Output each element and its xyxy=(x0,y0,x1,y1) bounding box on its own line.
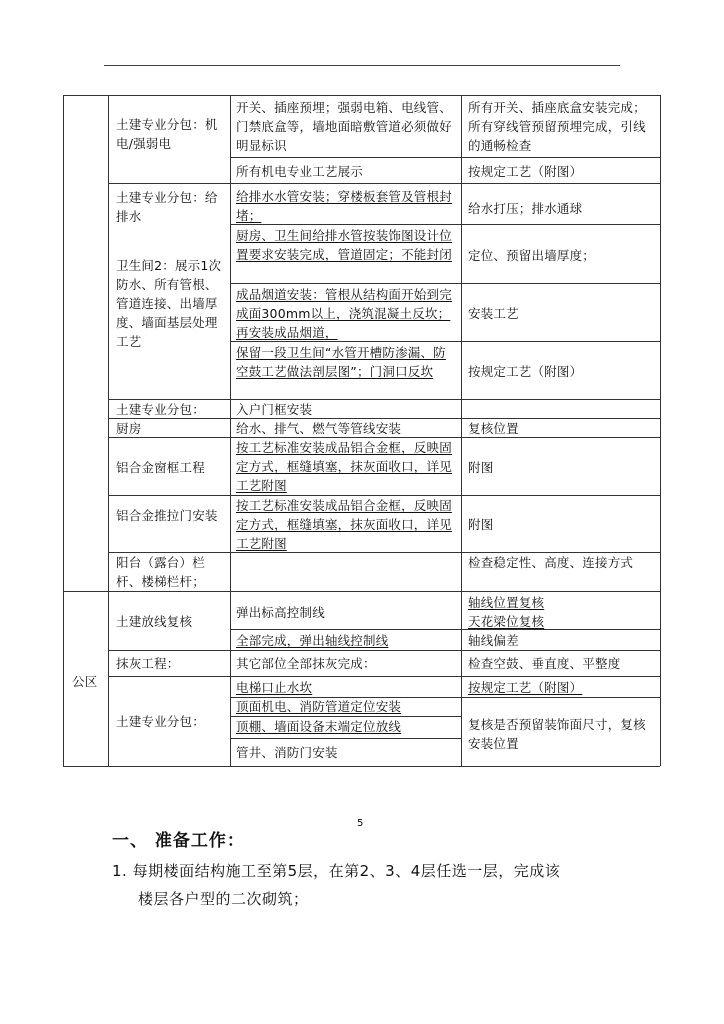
work-cell: 管井、消防门安装 xyxy=(236,745,338,760)
item-cell: 卫生间2：展示1次防水、所有管根、管道连接、出墙厚度、墙面基层处理工艺 xyxy=(116,258,222,349)
check-cell: 所有开关、插座底盒安装完成；所有穿线管预留预埋完成，引线的通畅检查 xyxy=(468,100,646,153)
check-cell: 按规定工艺（附图） xyxy=(468,680,583,695)
check-cell: 按规定工艺（附图） xyxy=(468,364,583,379)
check-cell: 轴线偏差 xyxy=(468,633,519,648)
work-cell: 入户门框安装 xyxy=(236,402,313,417)
work-cell: 按工艺标准安装成品铝合金框，反映固定方式，框缝填塞，抹灰面收口，详见工艺附图 xyxy=(236,440,452,493)
table-border-left xyxy=(63,95,64,766)
work-cell: 电梯口止水坎 xyxy=(236,680,313,695)
item-cell: 土建专业分包：机电/强弱电 xyxy=(116,117,218,151)
table-border-right xyxy=(660,95,661,766)
page-number: 5 xyxy=(357,818,364,829)
paragraph-line-2: 楼层各户型的二次砌筑； xyxy=(138,890,309,908)
check-cell: 附图 xyxy=(468,460,494,475)
work-cell: 成品烟道安装：管根从结构面开始到完成面300mm以上，浇筑混凝土反坎；再安装成品烟道， xyxy=(236,287,452,340)
item-cell: 阳台（露台）栏杆、楼梯栏杆； xyxy=(116,555,205,589)
area-label-public: 公区 xyxy=(72,674,98,689)
work-cell: 顶面机电、消防管道定位安装 xyxy=(236,699,402,714)
work-cell: 顶棚、墙面设备末端定位放线 xyxy=(236,719,402,734)
work-cell: 按工艺标准安装成品铝合金框，反映固定方式，框缝填塞，抹灰面收口，详见工艺附图 xyxy=(236,498,452,551)
work-cell: 给排水水管安装；穿楼板套管及管根封堵； xyxy=(236,189,452,223)
section-heading: 一、 准备工作： xyxy=(112,831,245,851)
item-cell: 铝合金推拉门安装 xyxy=(116,508,218,523)
work-cell: 厨房、卫生间给排水管按装饰图设计位置要求安装完成，管道固定；不能封闭 xyxy=(236,228,452,262)
table-col-divider xyxy=(230,95,231,766)
table-col-divider xyxy=(461,95,462,766)
row-divider xyxy=(108,650,660,651)
item-cell: 厨房 xyxy=(116,421,142,436)
row-divider xyxy=(108,676,660,677)
row-divider xyxy=(230,629,660,630)
item-cell: 土建专业分包：给排水 xyxy=(116,190,218,224)
work-cell: 弹出标高控制线 xyxy=(236,605,325,620)
work-cell: 所有机电专业工艺展示 xyxy=(236,164,364,179)
item-cell: 土建专业分包： xyxy=(116,714,205,729)
check-cell: 给水打压；排水通球 xyxy=(468,201,583,216)
row-divider xyxy=(230,157,660,158)
check-cell: 轴线位置复核 天花梁位复核 xyxy=(468,595,545,629)
work-cell: 全部完成，弹出轴线控制线 xyxy=(236,633,389,648)
table-col-divider xyxy=(108,95,109,766)
check-cell: 检查空鼓、垂直度、平整度 xyxy=(468,656,621,671)
work-cell: 其它部位全部抹灰完成： xyxy=(236,656,376,671)
table-border-top xyxy=(63,95,660,96)
section-divider xyxy=(63,591,660,592)
check-cell: 附图 xyxy=(468,517,494,532)
check-cell: 复核是否预留装饰面尺寸，复核安装位置 xyxy=(468,717,646,751)
check-cell: 按规定工艺（附图） xyxy=(468,164,583,179)
check-cell: 安装工艺 xyxy=(468,306,519,321)
work-cell: 给水、排气、燃气等管线安装 xyxy=(236,421,402,436)
row-divider xyxy=(230,738,461,739)
item-cell: 土建专业分包： xyxy=(116,402,205,417)
check-cell: 复核位置 xyxy=(468,421,519,436)
table-border-bottom xyxy=(63,766,660,767)
check-cell: 检查稳定性、高度、连接方式 xyxy=(468,555,634,570)
row-divider xyxy=(108,183,660,184)
check-cell: 定位、预留出墙厚度； xyxy=(468,248,596,263)
paragraph-line-1: 1. 每期楼面结构施工至第5层，在第2、3、4层任选一层，完成该 xyxy=(112,862,561,880)
row-divider xyxy=(230,283,660,284)
work-cell: 保留一段卫生间“水管开槽防渗漏、防空鼓工艺做法剖层图”；门洞口反坎 xyxy=(236,345,446,379)
work-cell: 开关、插座预埋；强弱电箱、电线管、门禁底盒等，墙地面暗敷管道必须做好明显标识 xyxy=(236,100,452,153)
item-cell: 土建放线复核 xyxy=(116,614,193,629)
item-cell: 抹灰工程： xyxy=(116,656,180,671)
item-cell: 铝合金窗框工程 xyxy=(116,460,205,475)
